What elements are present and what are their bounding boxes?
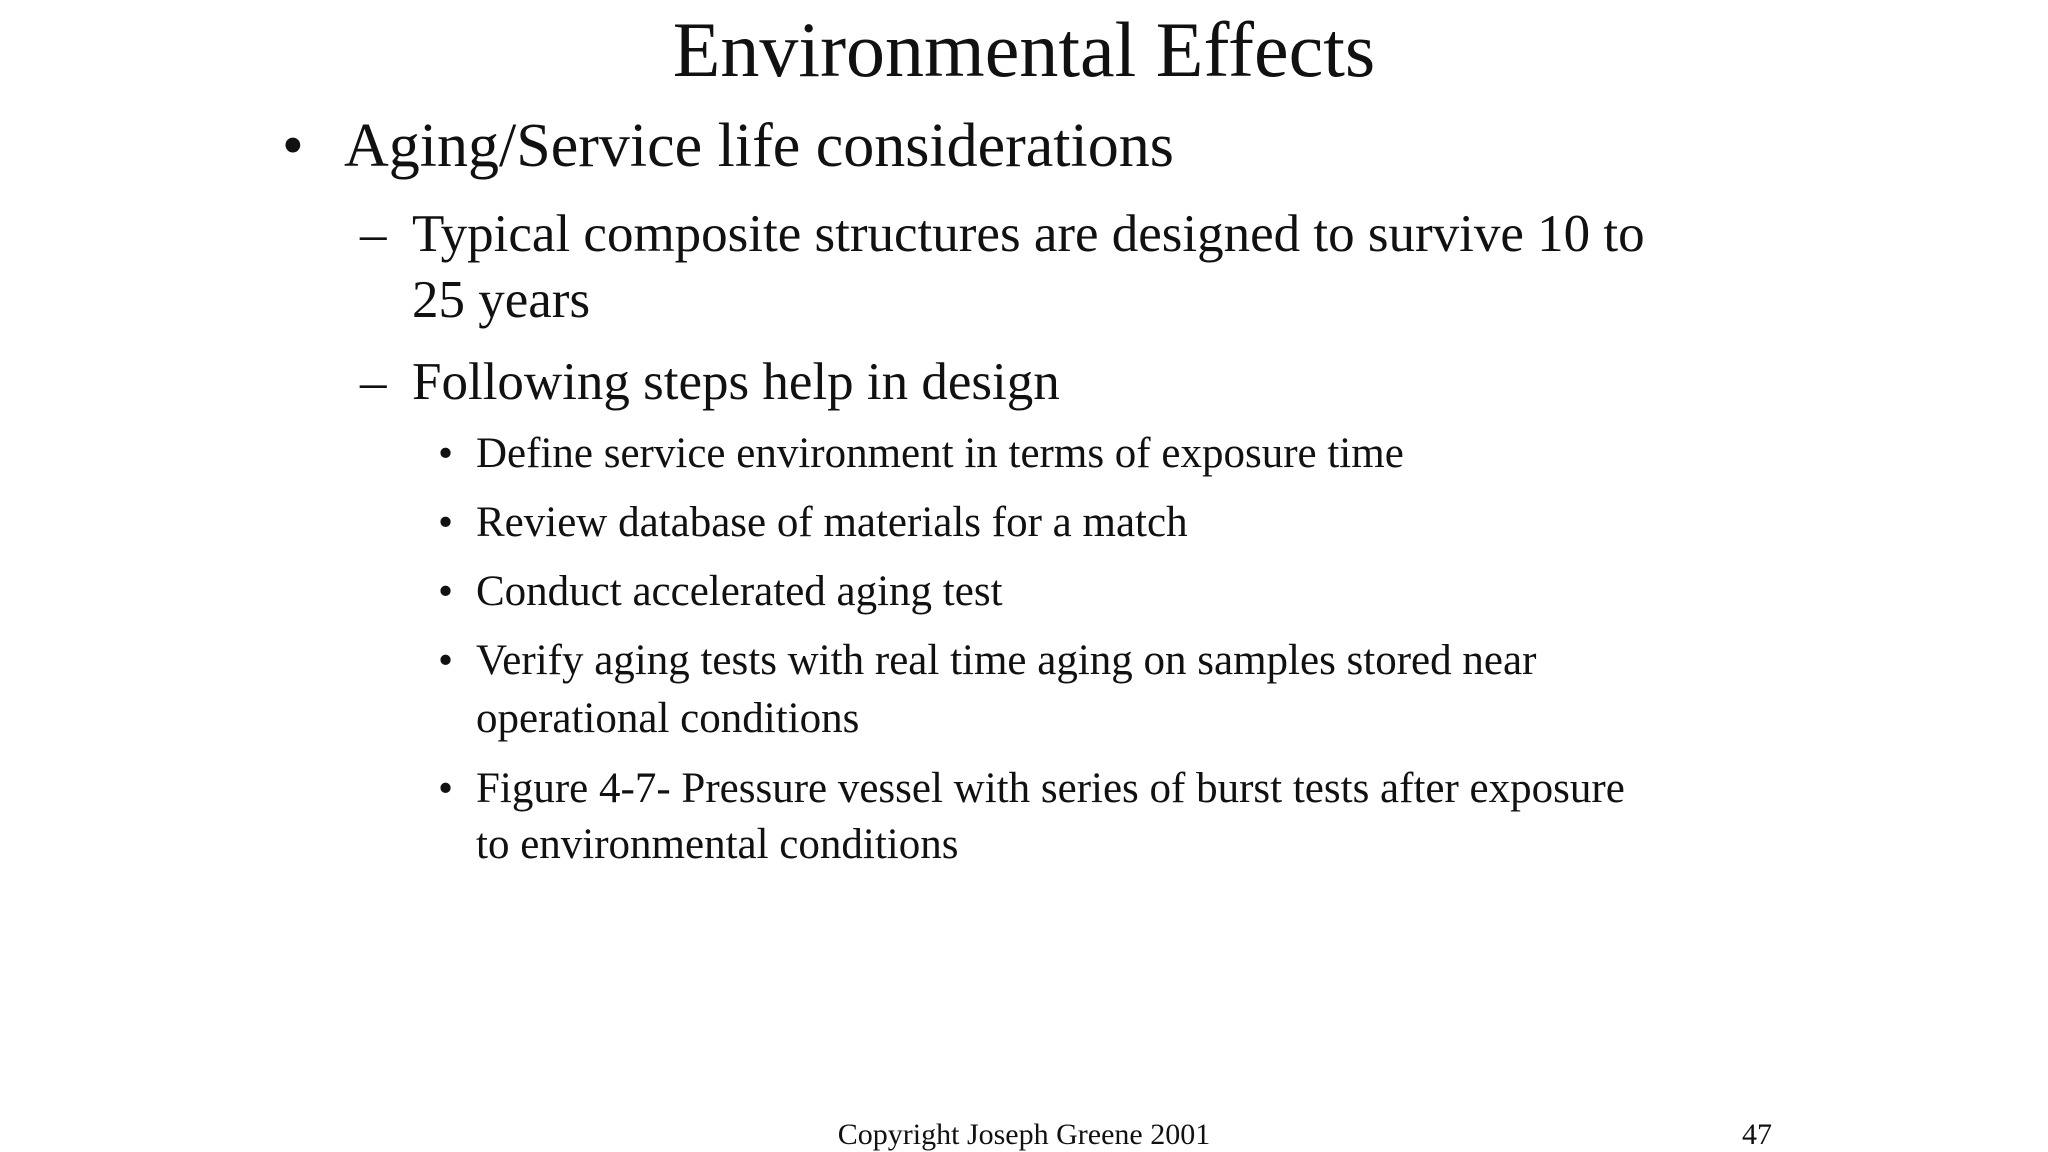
slide-title: Environmental Effects [672,6,1376,93]
step-text-line-1: Figure 4-7- Pressure vessel with series of burst tests after exposure [476,765,1625,812]
sub-bullet-text-line-1: Following steps help in design [412,353,1060,411]
step-text-line-1: Conduct accelerated aging test [476,568,1003,615]
step-text-line-2: to environmental conditions [476,821,959,868]
dash-marker: – [360,205,387,263]
bullet-marker: • [438,637,454,684]
bullet-marker: • [438,568,454,615]
bullet-text: Aging/Service life considerations [344,112,1174,180]
step-text-line-1: Define service environment in terms of exposure time [476,430,1404,477]
dash-marker: – [360,353,387,411]
footer-copyright: Copyright Joseph Greene 2001 [837,1118,1211,1151]
bullet-marker: • [438,430,454,477]
bullet-marker: • [438,499,454,546]
step-text-line-1: Review database of materials for a match [476,499,1188,546]
sub-bullet-text-line-2: 25 years [412,271,591,329]
sub-bullet-text-line-1: Typical composite structures are designed to survive 10 to [412,205,1645,263]
step-text-line-2: operational conditions [476,695,860,742]
bullet-marker: • [282,112,304,180]
step-text-line-1: Verify aging tests with real time aging on samples stored near [476,637,1537,684]
bullet-marker: • [438,765,454,812]
page-number: 47 [1742,1118,1772,1151]
